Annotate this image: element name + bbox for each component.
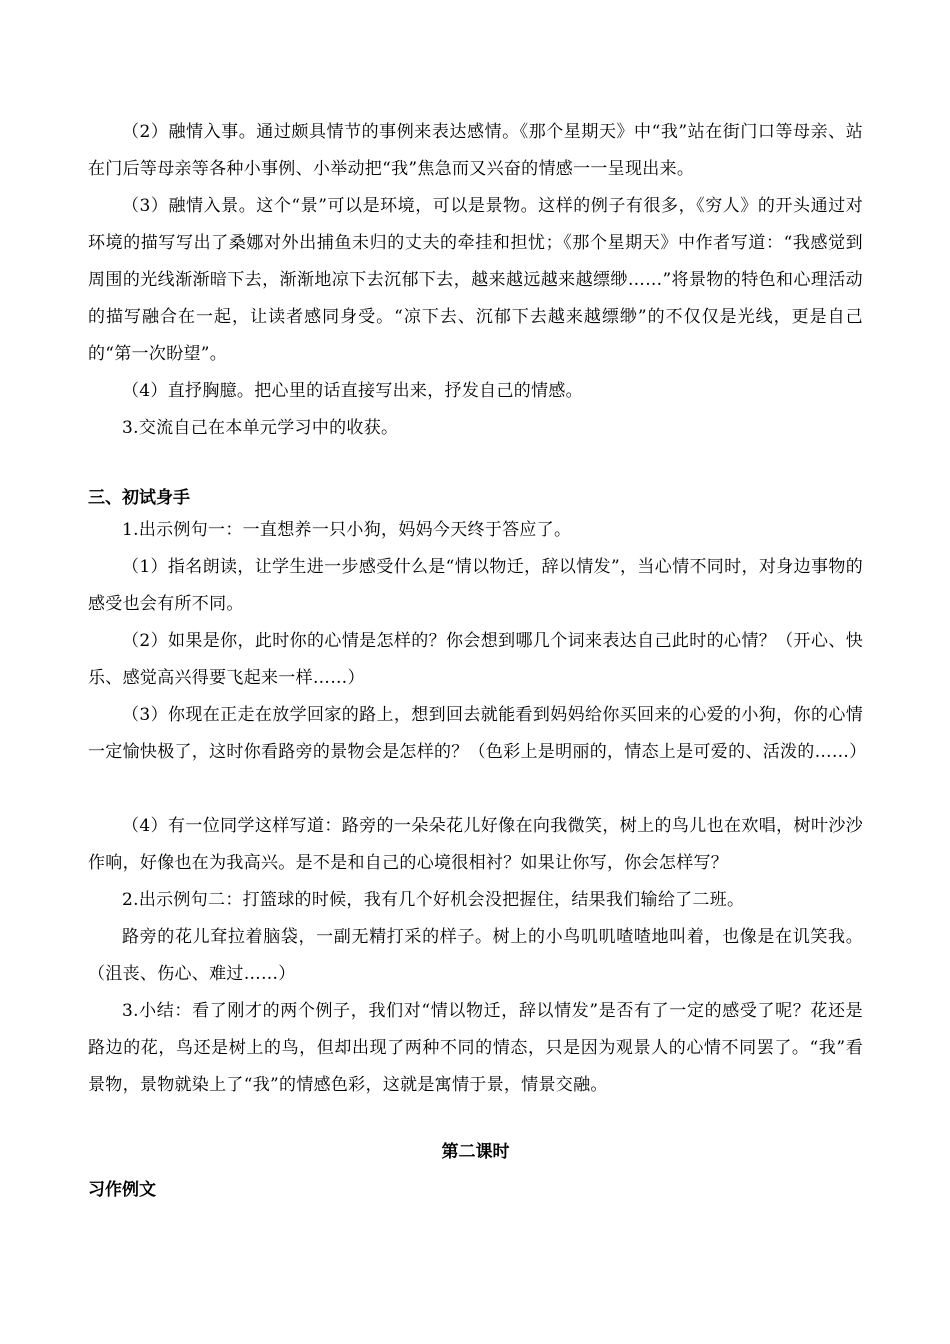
- paragraph-summary: 3.小结：看了刚才的两个例子，我们对“情以物迁，辞以情发”是否有了一定的感受了呢？花还是路边的花，鸟还是树上的鸟，但却出现了两种不同的情态，只是因为观景人的心情不同罢了。“我”看景物，景物就染上了“我”的情感色彩，这就是寓情于景，情景交融。: [88, 1001, 863, 1095]
- paragraph-example-one: 1.出示例句一：一直想养一只小狗，妈妈今天终于答应了。: [122, 520, 572, 540]
- paragraph-direct-expression: （4）直抒胸臆。把心里的话直接写出来，抒发自己的情感。: [122, 381, 583, 401]
- paragraph-example-two: 2.出示例句二：打篮球的时候，我有几个好机会没把握住，结果我们输给了二班。: [122, 890, 745, 910]
- paragraph-share-gains: 3.交流自己在本单元学习中的收获。: [122, 418, 399, 438]
- paragraph-example-two-text: 路旁的花儿耷拉着脑袋，一副无精打采的样子。树上的小鸟叽叽喳喳地叫着，也像是在讥笑我。（沮丧、伤心、难过……）: [88, 927, 863, 984]
- paragraph-blend-emotion-events: （2）融情入事。通过颇具情节的事例来表达感情。《那个星期天》中“我”站在街门口等母亲、站在门后等母亲等各种小事例、小举动把“我”焦急而又兴奋的情感一一呈现出来。: [88, 122, 863, 179]
- example-essay-heading: 习作例文: [88, 1180, 156, 1200]
- paragraph-step-1: （1）指名朗读，让学生进一步感受什么是“情以物迁，辞以情发”，当心情不同时，对身边事物的感受也会有所不同。: [88, 557, 863, 614]
- paragraph-step-4: （4）有一位同学这样写道：路旁的一朵朵花儿好像在向我微笑，树上的鸟儿也在欢唱，树叶沙沙作响，好像也在为我高兴。是不是和自己的心境很相衬？如果让你写，你会怎样写？: [88, 816, 863, 873]
- paragraph-step-2: （2）如果是你，此时你的心情是怎样的？你会想到哪几个词来表达自己此时的心情？（开心、快乐、感觉高兴得要飞起来一样……）: [88, 631, 863, 688]
- paragraph-step-3: （3）你现在正走在放学回家的路上，想到回去就能看到妈妈给你买回来的心爱的小狗，你的心情一定愉快极了，这时你看路旁的景物会是怎样的？（色彩上是明丽的，情态上是可爱的、活泼的……）: [88, 705, 867, 762]
- lesson-two-title: 第二课时: [441, 1142, 510, 1162]
- paragraph-blend-emotion-scenery: （3）融情入景。这个“景”可以是环境，可以是景物。这样的例子有很多，《穷人》的开头通过对环境的描写写出了桑娜对外出捕鱼未归的丈夫的牵挂和担忧；《那个星期天》中作者写道：“我感觉到周围的光线渐渐暗下去，渐渐地凉下去沉郁下去，越来越远越来越缥缈……”将景物的特色和心理活动的描写融合在一起，让读者感同身受。“凉下去、沉郁下去越来越缥缈”的不仅仅是光线，更是自己的“第一次盼望”。: [88, 196, 863, 364]
- section-heading-first-try: 三、初试身手: [88, 488, 190, 508]
